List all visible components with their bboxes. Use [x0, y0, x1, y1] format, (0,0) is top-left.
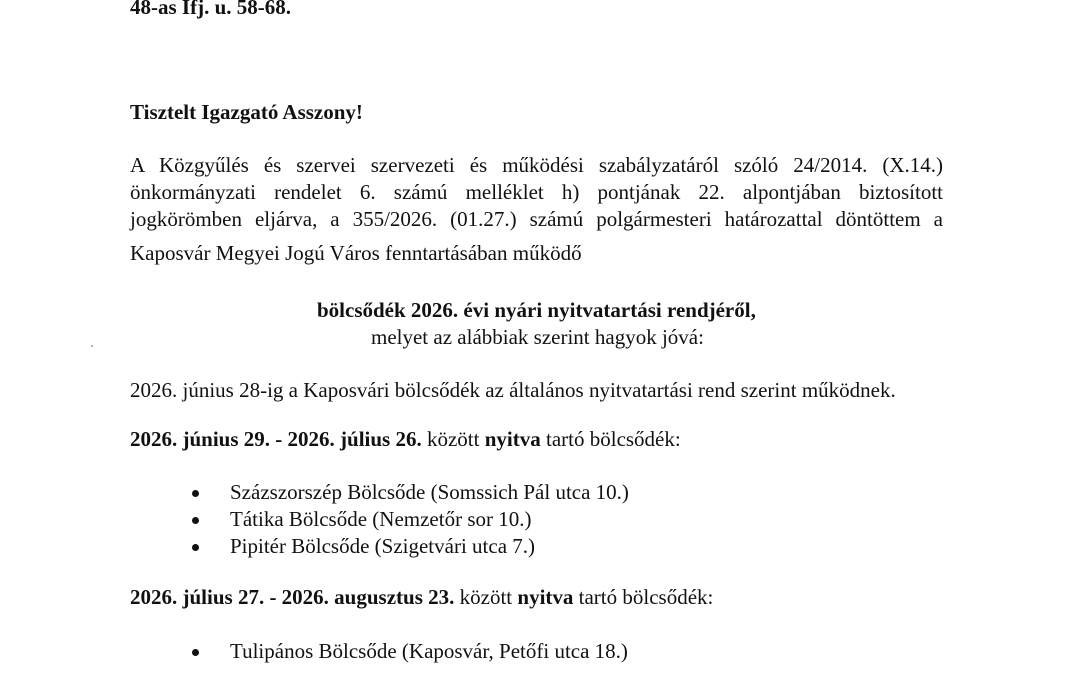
- intro-line-4: Kaposvár Megyei Jogú Város fenntartásában működő: [130, 241, 582, 265]
- subject-subtitle: melyet az alábbiak szerint hagyok jóvá:: [371, 325, 704, 349]
- period2-dates: 2026. július 27. - 2026. augusztus 23.: [130, 585, 455, 609]
- period1-between: között: [421, 427, 485, 451]
- subject-title: bölcsődék 2026. évi nyári nyitvatartási rendjéről,: [317, 298, 756, 322]
- list-item-text: Százszorszép Bölcsőde (Somssich Pál utca 10.): [230, 480, 629, 504]
- address-line: 48-as Ifj. u. 58-68.: [130, 0, 291, 19]
- intro-line-1: A Közgyűlés és szervei szervezeti és működési szabályzatáról szóló 24/2014. (X.14.): [130, 153, 943, 177]
- period1-open: nyitva: [484, 427, 541, 451]
- period2-heading: [130, 584, 713, 610]
- bullet-icon: [192, 517, 199, 524]
- bullet-icon: [192, 649, 199, 656]
- list-item-text: Pipitér Bölcsőde (Szigetvári utca 7.): [230, 534, 536, 558]
- list-item-text: Tulipános Bölcsőde (Kaposvár, Petőfi utca 18.): [230, 639, 628, 663]
- period2-suffix: tartó bölcsődék:: [573, 585, 714, 609]
- salutation: Tisztelt Igazgató Asszony!: [130, 100, 363, 124]
- bullet-icon: [192, 544, 199, 551]
- list-item-text: Tátika Bölcsőde (Nemzetőr sor 10.): [230, 507, 532, 531]
- period1-heading: [130, 426, 681, 452]
- period1-dates: 2026. június 29. - 2026. július 26.: [130, 427, 422, 451]
- scan-speck: [91, 345, 93, 347]
- period1-suffix: tartó bölcsődék:: [540, 427, 681, 451]
- period2-open: nyitva: [517, 585, 574, 609]
- period2-between: között: [454, 585, 518, 609]
- general-rule: 2026. június 28-ig a Kaposvári bölcsődék az általános nyitvatartási rend szerint működnek.: [130, 378, 896, 402]
- intro-line-3: jogkörömben eljárva, a 355/2026. (01.27.) számú polgármesteri határozattal döntöttem a: [130, 207, 943, 231]
- bullet-icon: [192, 490, 199, 497]
- intro-line-2: önkormányzati rendelet 6. számú melléklet h) pontjának 22. alpontjában biztosított: [130, 180, 943, 204]
